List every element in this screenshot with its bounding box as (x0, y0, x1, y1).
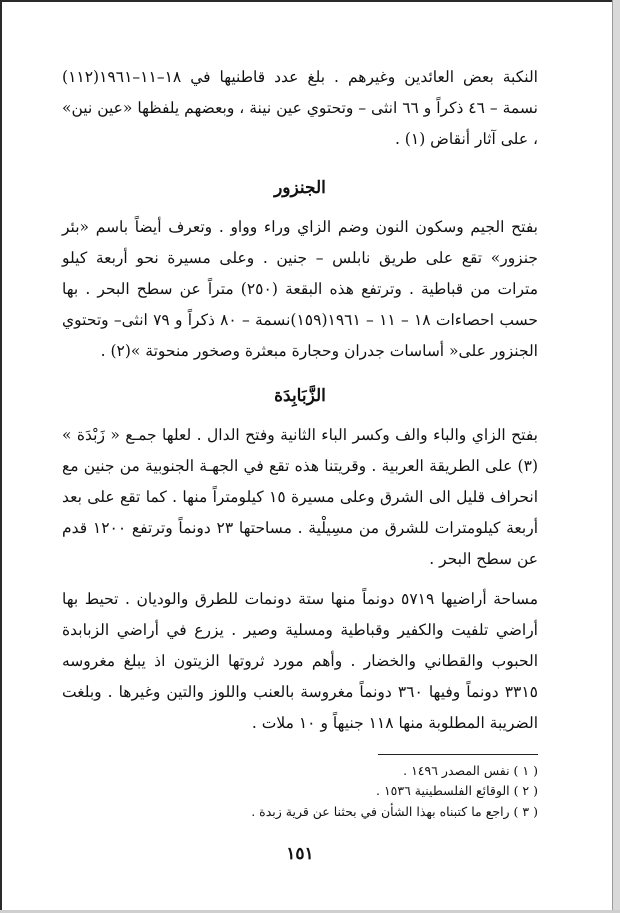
intro-paragraph: النكبة بعض العائدين وغيرهم . بلغ عدد قاطنيها في ١٨–١١–١٩٦١(١١٢) نسمة – ٤٦ ذكراً و ٦٦ انثى – وتحتوي عين نينة ، وبعضهم يلفظها «عين نين» ، على آثار أنقاض (١) . (62, 68, 538, 149)
paragraph-gap (62, 576, 538, 584)
footnote-2: ( ٢ ) الوقائع الفلسطينية ١٥٣٦ . (376, 783, 538, 799)
footnotes (62, 761, 538, 823)
section-title-zababdeh: الزَّبَابِدَة (274, 385, 326, 406)
window-left-border (0, 0, 2, 913)
footnote-separator-wrap (62, 740, 538, 761)
book-page (62, 62, 538, 864)
section-body-zababdeh: بفتح الزاي والباء والف وكسر الباء الثانية وفتح الدال . لعلها جمـع « زَبْدَة » (٣) على الطريقة العربية . وقريتنا هذه تقع في الجهـة الجنوبية من جنين مع انحراف قليل الى الشرق وعلى مسيرة ١٥ كيلومتراً منها . كما تقع على بعد أربعة كيلومترات للشرق من مسِيلْية . مساحتها ٢٣ دونماً وترتفع ١٢٠٠ قدم عن سطح البحر . (62, 425, 539, 569)
section-body-jenzour: بفتح الجيم وسكون النون وضم الزاي وراء وواو . وتعرف أيضاً باسم «بئر جنزور» تقع على طريق نابلس – جنين . وعلى مسيرة نحو أربعة كيلو مترات من قباطية . وترتفع هذه البقعة (٢٥٠) متراً عن سطح البحر . بها حسب احصاءات ١٨ – ١١ – ١٩٦١(١٥٩)نسمة – ٨٠ ذكراً و ٧٩ انثى– وتحتوي الجنزور على« أساسات جدران وحجارة مبعثرة وصخور منحوتة »(٢) . (62, 217, 538, 361)
footnote-3: ( ٣ ) راجع ما كتبناه بهذا الشأن في بحثنا عن قرية زبدة . (251, 803, 538, 819)
footnote-separator (378, 754, 538, 755)
section-body-zababdeh-lands: مساحة أراضيها ٥٧١٩ دونماً منها ستة دونمات للطرق والوديان . تحيط بها أراضي تلفيت والكفير وقباطية ومسلية وصير . يزرع في أراضي الزبابدة الحبوب والقطاني والخضار . وأهم مورد ثروتها الزيتون اذ يبلغ مغروسه ٣٣١٥ دونماً وفيها ٣٦٠ دونماً مغروسة بالعنب واللوز والتين وغيرها . وبلغت الضريبة المطلوبة منها ١١٨ جنيهاً و ١٠ ملات . (62, 589, 538, 733)
page-number: ١٥١ (286, 844, 314, 865)
vertical-scrollbar[interactable] (612, 0, 620, 913)
window-top-border (0, 0, 620, 2)
section-title-jenzour: الجنزور (274, 177, 326, 198)
footnote-1: ( ١ ) نفس المصدر ١٤٩٦ . (403, 762, 538, 778)
